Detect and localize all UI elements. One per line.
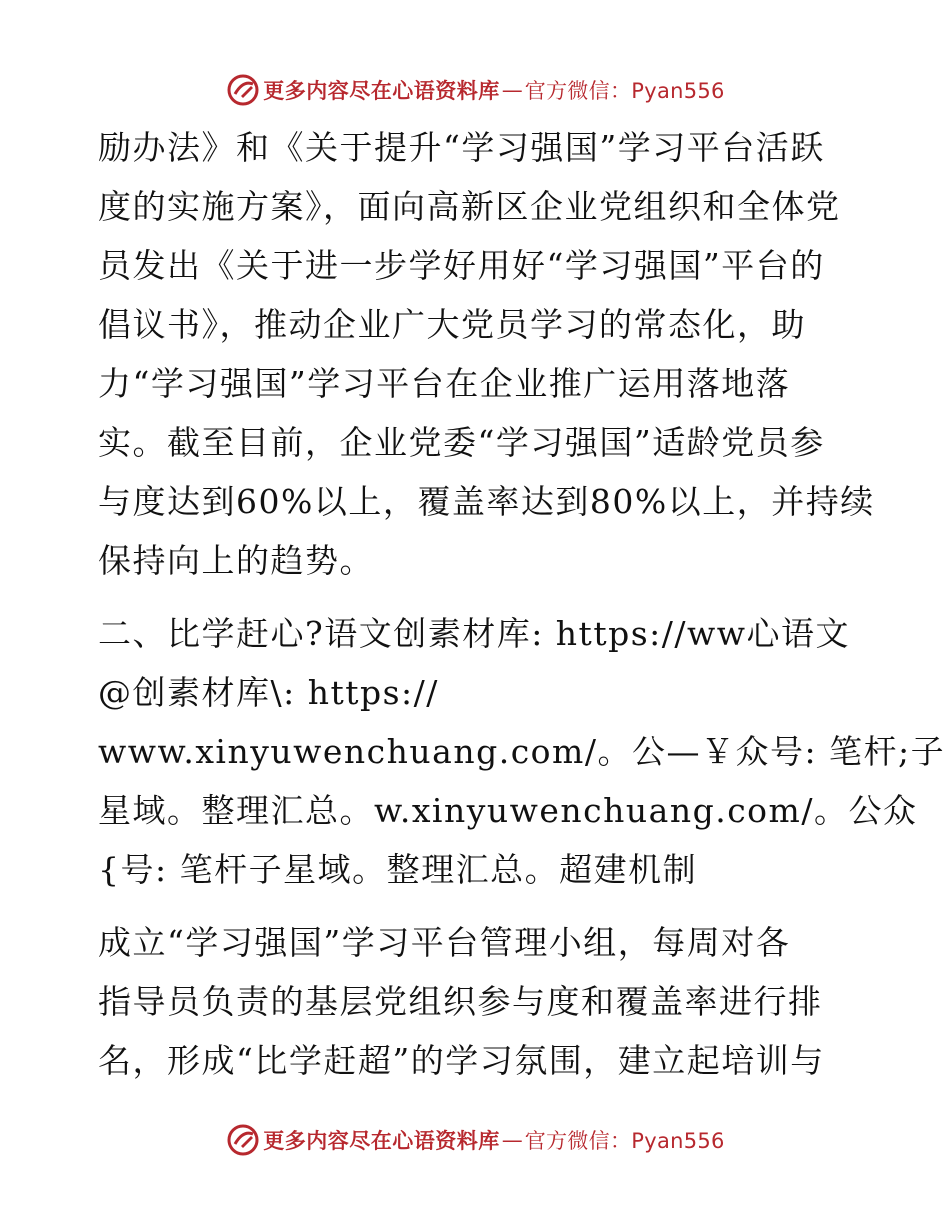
text-line: 二、比学赶心?语文创素材库: https://ww心语文 — [98, 614, 850, 653]
footer-banner-text: 更多内容尽在心语资料库 — [263, 1129, 500, 1153]
text-line: 与度达到60%以上，覆盖率达到80%以上，并持续 — [98, 482, 875, 521]
text-line: @创素材库\: https:// — [98, 673, 439, 712]
header-banner-text: 更多内容尽在心语资料库 — [263, 79, 500, 103]
paragraph-1 — [98, 118, 875, 590]
paragraph-gap — [98, 590, 858, 604]
header-banner — [0, 70, 950, 110]
text-line: 星域。整理汇总。w.xinyuwenchuang.com/。公众 — [98, 791, 918, 830]
text-line: 名，形成“比学赶超”的学习氛围，建立起培训与 — [98, 1041, 825, 1080]
footer-banner-dash: — — [501, 1128, 523, 1152]
paragraph-3 — [98, 913, 858, 1090]
text-line: 励办法》和《关于提升“学习强国”学习平台活跃 — [98, 128, 825, 167]
document-body — [98, 118, 946, 1090]
text-line: 员发出《关于进一步学好用好“学习强国”平台的 — [98, 246, 825, 285]
text-line: 成立“学习强国”学习平台管理小组，每周对各 — [98, 923, 791, 962]
text-line: 度的实施方案》，面向高新区企业党组织和全体党 — [98, 187, 841, 226]
footer-contact: 官方微信：Pyan556 — [524, 1129, 725, 1153]
pen-logo-icon — [225, 72, 261, 108]
footer-banner — [0, 1120, 950, 1160]
text-line: 保持向上的趋势。 — [98, 541, 374, 580]
paragraph-2 — [98, 604, 946, 899]
text-line: www.xinyuwenchuang.com/。公—￥众号: 笔杆;子 — [98, 732, 946, 771]
header-banner-dash: — — [501, 78, 523, 102]
text-line: 力“学习强国”学习平台在企业推广运用落地落 — [98, 364, 791, 403]
header-contact: 官方微信：Pyan556 — [524, 79, 725, 103]
text-line: 指导员负责的基层党组织参与度和覆盖率进行排 — [98, 982, 823, 1021]
text-line: 实。截至目前，企业党委“学习强国”适龄党员参 — [98, 423, 825, 462]
paragraph-gap — [98, 899, 858, 913]
text-line: 倡议书》，推动企业广大党员学习的常态化，助 — [98, 305, 806, 344]
text-line: {号: 笔杆子星域。整理汇总。超建机制 — [98, 850, 698, 889]
pen-logo-icon — [225, 1122, 261, 1158]
